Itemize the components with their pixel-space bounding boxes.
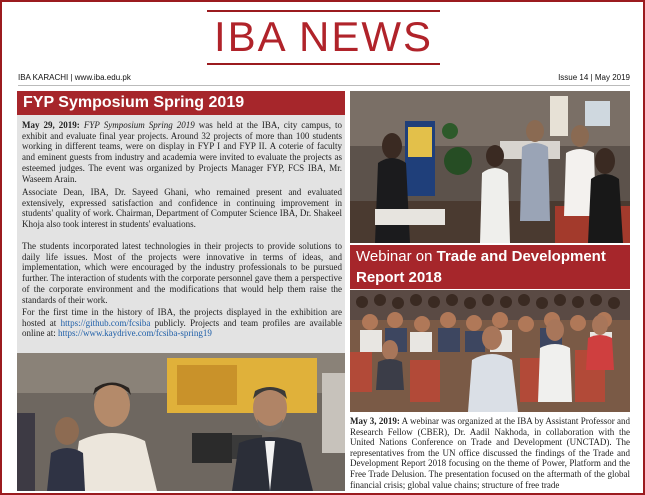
topbar-left: [18, 71, 131, 85]
fyp-paragraph-4: [22, 307, 342, 339]
topbar-right: [558, 71, 630, 85]
fyp-judges-photo: [17, 353, 345, 491]
fyp-date: May 29, 2019:: [22, 120, 80, 130]
webinar-audience-photo: [350, 290, 630, 412]
fyp-article: [17, 91, 345, 491]
fyp-p4-text-a: For the first time in the history of IBA, the projects displayed in the exhibition are hosted at: [22, 307, 342, 328]
fyp-exhibition-photo: [350, 91, 630, 243]
webinar-headline: [356, 246, 626, 288]
topbar: [18, 71, 630, 86]
fyp-judges-photo-illustration: [17, 353, 345, 491]
webinar-body: [350, 416, 630, 490]
github-link[interactable]: https://github.com/fcsiba: [60, 317, 151, 328]
org-name: IBA KARACHI: [18, 73, 69, 82]
kaydrive-link[interactable]: https://www.kaydrive.com/fcsiba-spring19: [58, 328, 212, 339]
fyp-p4-text-b: publicly. Projects and team profiles are available online at:: [22, 317, 342, 339]
masthead: [207, 10, 440, 65]
fyp-event-name: FYP Symposium Spring 2019: [83, 120, 195, 130]
fyp-paragraph-1: [22, 120, 342, 184]
issue-number: Issue 14: [558, 73, 589, 82]
webinar-text: A webinar was organized at the IBA by Assistant Professor and Research Fellow (CBER), Dr. Aadil Nakhoda, in collaboration with the United Nations Conference on Trade and Development (UNCTAD). The representatives from the UN office discussed the findings of the Trade and Development Report 2018 focusing on the theme of Power, Platform and the Free Trade Delusion. The presentation focused on the aftermath of the global financial crisis; global value chains; structure of free trade: [350, 416, 630, 490]
fyp-p1-text: was held at the IBA, city campus, to exhibit and evaluate final year projects. Around 32 projects of more than 100 students working in different teams, were on display in FYP I and FYP II. A coterie of faculty and eminent guests from industry and academia were invited to evaluate the projects as esteemed judges. The event was organized by Projects Manager FYP, FCS IBA, Mr. Waseem Arain.: [22, 120, 342, 184]
fyp-paragraph-2: Associate Dean, IBA, Dr. Sayeed Ghani, who remained present and evaluated extensively, expressed satisfaction and confidence in continuing improvement in students' quality of work. Chairman, Department of Computer Science IBA, Dr. Shakeel Khoja also took interest in students' evaluations.: [22, 187, 342, 230]
fyp-headline: FYP Symposium Spring 2019: [23, 94, 245, 111]
webinar-title-main: Trade and Development Report 2018: [356, 248, 606, 286]
org-url: www.iba.edu.pk: [74, 73, 131, 82]
webinar-audience-photo-illustration: [350, 290, 630, 412]
fyp-exhibition-photo-illustration: [350, 91, 630, 243]
issue-separator: |: [588, 73, 595, 82]
issue-date: May 2019: [594, 73, 630, 82]
masthead-title: IBA NEWS: [213, 13, 434, 60]
fyp-paragraph-3: The students incorporated latest technologies in their projects to provide solutions to daily life issues. Most of the projects were innovative in terms of ideas, and implementation, which were encouraged by the industry professionals to be pursued further. The interaction of students with the corporate personnel gave them a perspective of the corporate environment and the modifications that would help them raise the standards of their work.: [22, 241, 342, 305]
webinar-date: May 3, 2019:: [350, 416, 400, 426]
topbar-separator: |: [68, 73, 75, 82]
webinar-title-prefix: Webinar on: [356, 248, 437, 265]
fyp-headline-bar: [17, 91, 345, 115]
webinar-headline-bar: [350, 245, 630, 289]
